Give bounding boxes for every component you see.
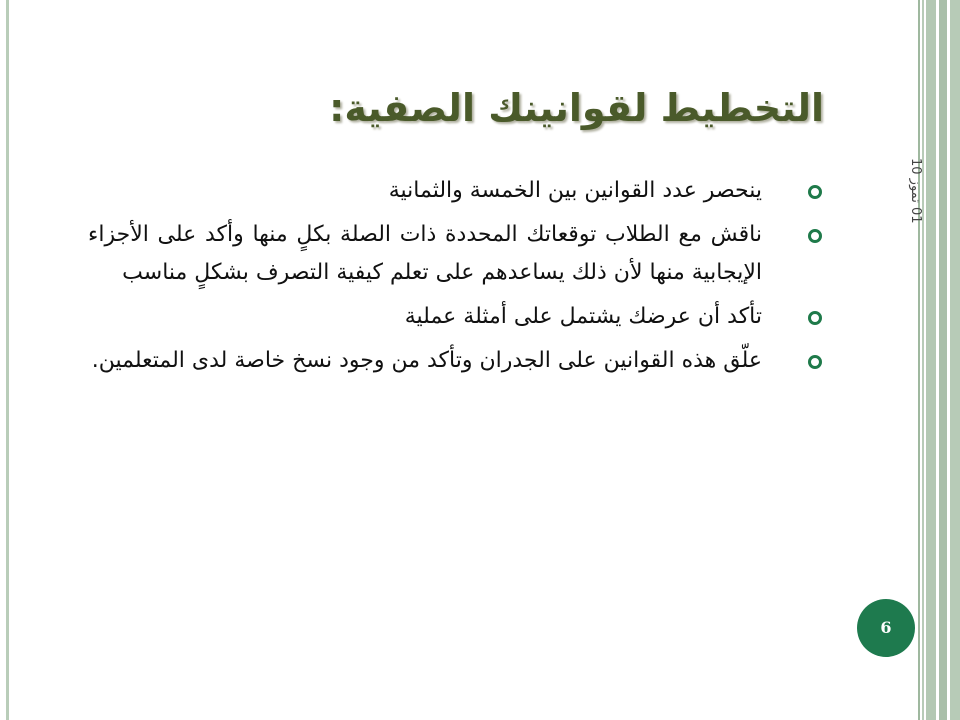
stripe: [950, 0, 960, 720]
slide-title: التخطيط لقوانينك الصفية:: [329, 86, 824, 130]
bullet-circle-icon: [808, 185, 822, 199]
bullet-text: تأكد أن عرضك يشتمل على أمثلة عملية: [404, 304, 762, 329]
bullet-item: [88, 216, 836, 292]
left-border-line: [6, 0, 9, 720]
slide-date: 01 تموز 10: [908, 158, 923, 224]
bullet-text: ينحصر عدد القوانين بين الخمسة والثمانية: [388, 178, 762, 203]
stripe: [922, 0, 924, 720]
bullet-circle-icon: [808, 229, 822, 243]
stripe: [918, 0, 920, 720]
right-decorative-band: [918, 0, 960, 720]
bullet-text: ناقش مع الطلاب توقعاتك المحددة ذات الصلة بكلٍ منها وأكد على الأجزاء الإيجابية منها لأن ذلك يساعدهم على تعلم كيفية التصرف بشكلٍ مناسب: [88, 222, 762, 285]
page-number-badge: 6: [857, 599, 915, 657]
stripe: [939, 0, 947, 720]
bullet-item: [88, 172, 836, 210]
stripe: [926, 0, 936, 720]
bullet-item: [88, 342, 836, 380]
bullet-list: [88, 172, 836, 386]
bullet-circle-icon: [808, 355, 822, 369]
bullet-text: علّق هذه القوانين على الجدران وتأكد من وجود نسخ خاصة لدى المتعلمين.: [91, 348, 762, 373]
bullet-circle-icon: [808, 311, 822, 325]
bullet-item: [88, 298, 836, 336]
